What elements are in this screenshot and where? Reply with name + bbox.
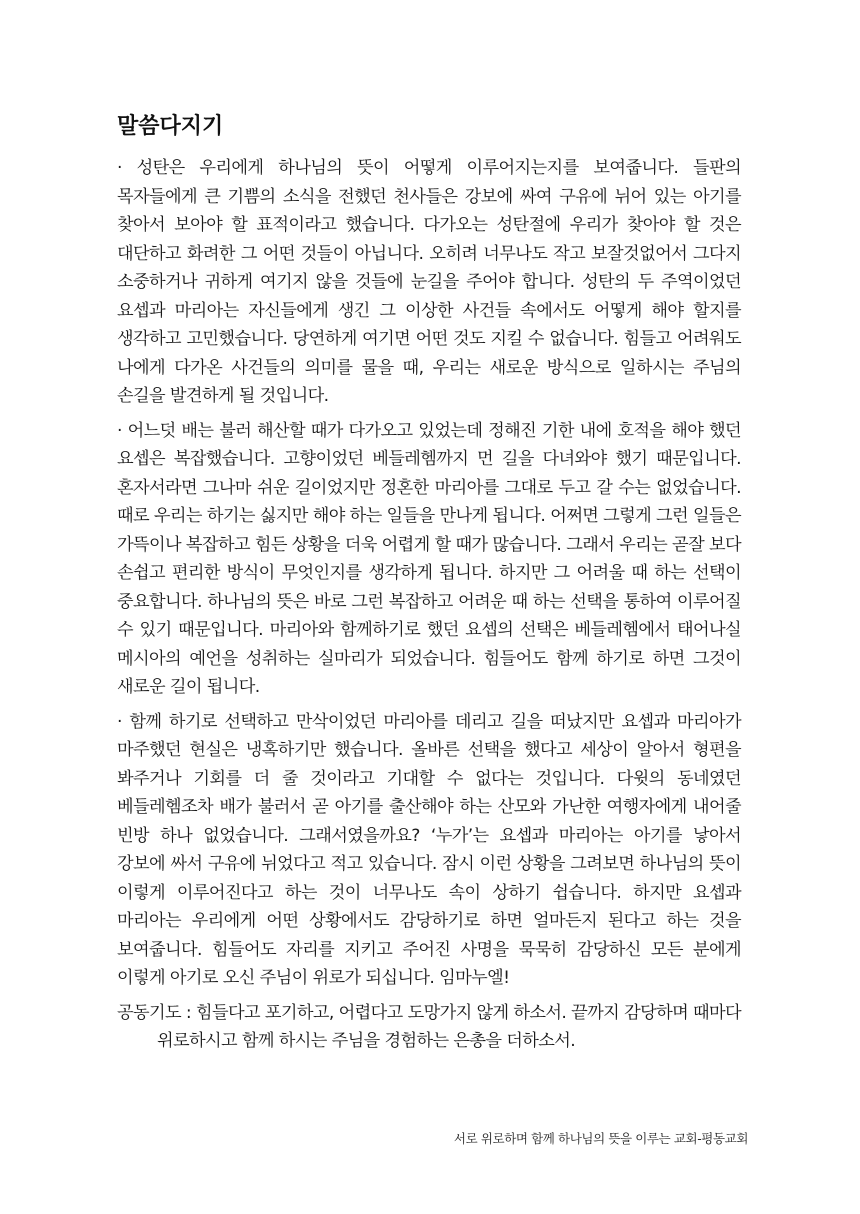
page-title: 말씀다지기 — [117, 114, 224, 139]
page-content — [117, 112, 741, 1056]
common-prayer: 공동기도 : 힘들다고 포기하고, 어렵다고 도망가지 않게 하소서. 끝까지 감당하며 때마다 위로하시고 함께 하시는 주님을 경험하는 은총을 더하소서. — [117, 1002, 741, 1051]
paragraph-2: · 어느덧 배는 불러 해산할 때가 다가오고 있었는데 정해진 기한 내에 호적을 해야 했던 요셉은 복잡했습니다. 고향이었던 베들레헴까지 먼 길을 다녀와야 했기 때문입니다. 혼자서라면 그나마 쉬운 길이었지만 정혼한 마리아를 그대로 두고 갈 수는 없었습니다. 때로 우리는 하기는 싫지만 해야 하는 일들을 만나게 됩니다. 어쩌면 그렇게 그런 일들은 가뜩이나 복잡하고 힘든 상황을 더욱 어렵게 할 때가 많습니다. 그래서 우리는 곧잘 보다 손쉽고 편리한 방식이 무엇인지를 생각하게 됩니다. 하지만 그 어려울 때 하는 선택이 중요합니다. 하나님의 뜻은 바로 그런 복잡하고 어려운 때 하는 선택을 통하여 이루어질 수 있기 때문입니다. 마리아와 함께하기로 했던 요셉의 선택은 베들레헴에서 태어나실 메시아의 예언을 성취하는 실마리가 되었습니다. 힘들어도 함께 하기로 하면 그것이 새로운 길이 됩니다. — [117, 420, 741, 697]
paragraph-3: · 함께 하기로 선택하고 만삭이었던 마리아를 데리고 길을 떠났지만 요셉과 마리아가 마주했던 현실은 냉혹하기만 했습니다. 올바른 선택을 했다고 세상이 알아서 형편을 봐주거나 기회를 더 줄 것이라고 기대할 수 없다는 것입니다. 다윗의 동네였던 베들레헴조차 배가 불러서 곧 아기를 출산해야 하는 산모와 가난한 여행자에게 내어줄 빈방 하나 없었습니다. 그래서였을까요? ‘누가’는 요셉과 마리아는 아기를 낳아서 강보에 싸서 구유에 뉘었다고 적고 있습니다. 잠시 이런 상황을 그려보면 하나님의 뜻이 이렇게 이루어진다고 하는 것이 너무나도 속이 상하기 쉽습니다. 하지만 요셉과 마리아는 우리에게 어떤 상황에서도 감당하기로 하면 얼마든지 된다고 하는 것을 보여줍니다. 힘들어도 자리를 지키고 주어진 사명을 묵묵히 감당하신 모든 분에게 이렇게 아기로 오신 주님이 위로가 되십니다. 임마누엘! — [117, 711, 741, 988]
paragraph-1: · 성탄은 우리에게 하나님의 뜻이 어떻게 이루어지는지를 보여줍니다. 들판의 목자들에게 큰 기쁨의 소식을 전했던 천사들은 강보에 싸여 구유에 뉘어 있는 아기를 찾아서 보아야 할 표적이라고 했습니다. 다가오는 성탄절에 우리가 찾아야 할 것은 대단하고 화려한 그 어떤 것들이 아닙니다. 오히려 너무나도 작고 보잘것없어서 그다지 소중하거나 귀하게 여기지 않을 것들에 눈길을 주어야 합니다. 성탄의 두 주역이었던 요셉과 마리아는 자신들에게 생긴 그 이상한 사건들 속에서도 어떻게 해야 할지를 생각하고 고민했습니다. 당연하게 여기면 어떤 것도 지킬 수 없습니다. 힘들고 어려워도 나에게 다가온 사건들의 의미를 물을 때, 우리는 새로운 방식으로 일하시는 주님의 손길을 발견하게 될 것입니다. — [117, 158, 741, 406]
page-footer: 서로 위로하며 함께 하나님의 뜻을 이루는 교회-평동교회 — [453, 1131, 748, 1146]
